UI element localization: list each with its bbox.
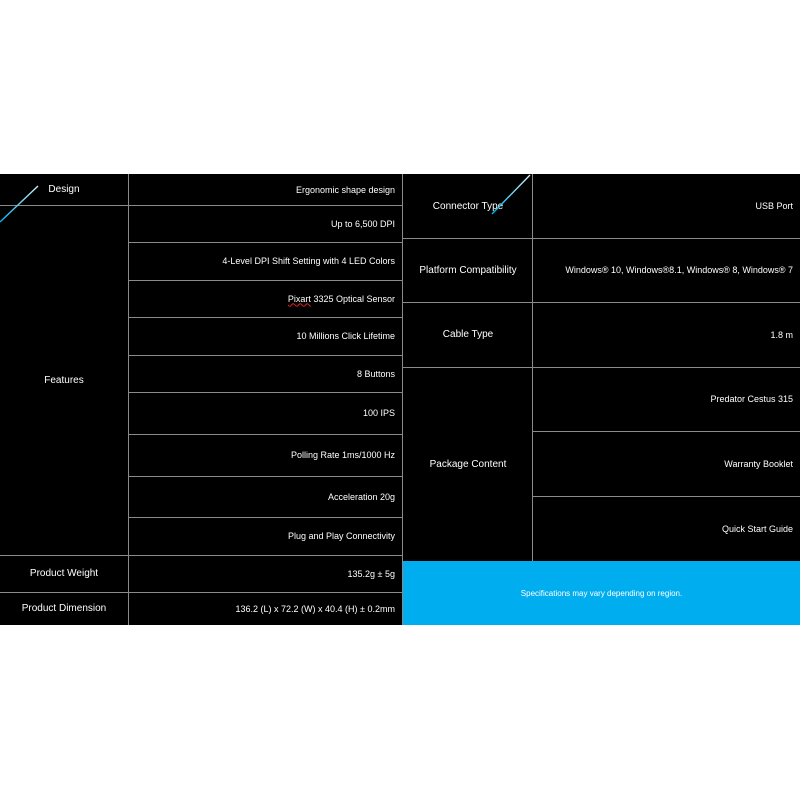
feature-item: Plug and Play Connectivity bbox=[287, 531, 395, 541]
divider bbox=[402, 238, 800, 239]
sensor-brand: Pixart bbox=[287, 293, 311, 304]
divider bbox=[128, 476, 402, 477]
accent-streak-left bbox=[0, 183, 40, 223]
connector-label: Connector Type bbox=[432, 200, 504, 212]
package-item: Predator Cestus 315 bbox=[710, 394, 793, 404]
divider bbox=[532, 496, 800, 497]
feature-item: 4-Level DPI Shift Setting with 4 LED Colors bbox=[222, 256, 395, 266]
dimension-label: Product Dimension bbox=[21, 603, 107, 614]
divider bbox=[0, 592, 402, 593]
package-label: Package Content bbox=[429, 458, 507, 470]
divider bbox=[128, 392, 402, 393]
divider bbox=[402, 367, 800, 368]
platform-value: Windows® 10, Windows®8.1, Windows® 8, Windows® 7 bbox=[565, 265, 793, 275]
sensor-rest: 3325 Optical Sensor bbox=[310, 293, 395, 304]
divider bbox=[128, 517, 402, 518]
feature-item: 10 Millions Click Lifetime bbox=[296, 331, 395, 341]
divider bbox=[128, 355, 402, 356]
divider bbox=[128, 242, 402, 243]
cable-value: 1.8 m bbox=[770, 329, 793, 340]
divider bbox=[402, 174, 403, 625]
weight-value: 135.2g ± 5g bbox=[347, 568, 395, 579]
features-label: Features bbox=[44, 374, 84, 386]
design-value: Ergonomic shape design bbox=[295, 184, 395, 195]
divider bbox=[532, 431, 800, 432]
divider bbox=[128, 434, 402, 435]
region-note: Specifications may vary depending on region. bbox=[403, 561, 800, 625]
cable-label: Cable Type bbox=[442, 329, 494, 340]
divider bbox=[0, 555, 402, 556]
package-item: Quick Start Guide bbox=[721, 523, 793, 534]
divider bbox=[0, 205, 402, 206]
divider bbox=[402, 302, 800, 303]
weight-label: Product Weight bbox=[29, 568, 99, 579]
platform-label: Platform Compatibility bbox=[419, 264, 517, 276]
feature-item: Polling Rate 1ms/1000 Hz bbox=[290, 450, 395, 460]
feature-item: Up to 6,500 DPI bbox=[330, 218, 395, 229]
feature-item: 8 Buttons bbox=[356, 368, 395, 379]
feature-item-sensor bbox=[128, 280, 402, 317]
dimension-value: 136.2 (L) x 72.2 (W) x 40.4 (H) ± 0.2mm bbox=[235, 603, 395, 614]
feature-item: Acceleration 20g bbox=[327, 491, 395, 502]
accent-streak-right bbox=[492, 174, 532, 218]
design-label: Design bbox=[48, 184, 80, 195]
divider bbox=[128, 280, 402, 281]
feature-item: 100 IPS bbox=[362, 408, 395, 418]
connector-value: USB Port bbox=[755, 201, 793, 211]
package-item: Warranty Booklet bbox=[724, 458, 793, 469]
divider bbox=[128, 317, 402, 318]
